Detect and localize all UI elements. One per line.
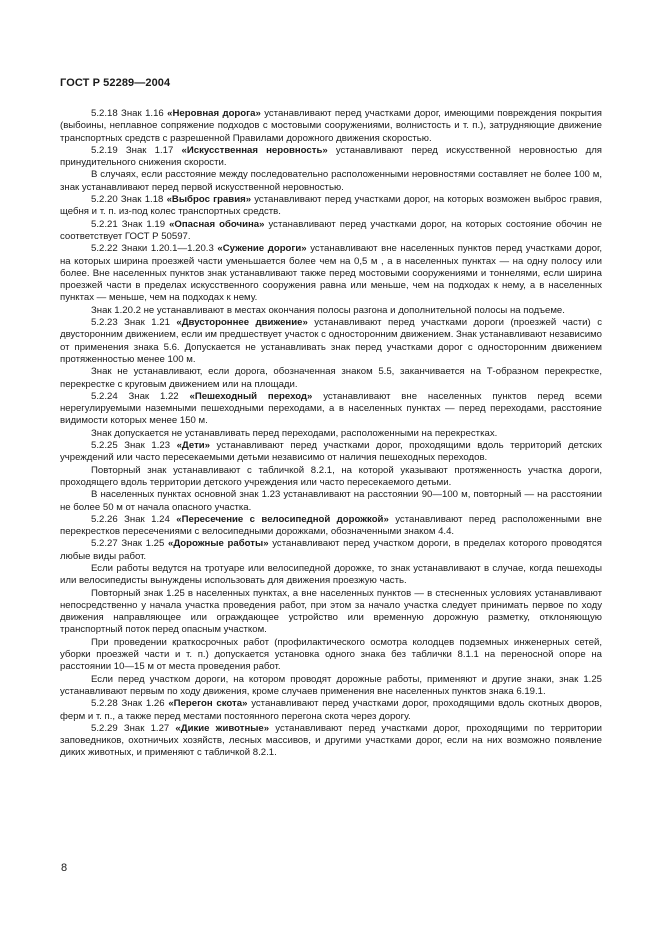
paragraph-text: устанавливают вне населенных пунктов перед всеми нерегулируемыми наземными пешеходными переходами, а в населенных пунктах — перед переходами, расстояние видимости которых менее 150 м. — [60, 390, 603, 427]
paragraph — [60, 440, 602, 465]
paragraph — [60, 366, 602, 391]
paragraph-text: 5.2.23 Знак 1.21 — [91, 317, 177, 329]
sign-name: «Опасная обочина» — [169, 218, 265, 230]
paragraph-text: устанавливают перед расположенными вне перекрестков пересечениями с велосипедными дорожками, обозначенными знаком 4.4. — [60, 513, 603, 538]
paragraph — [60, 194, 602, 219]
paragraph-text: устанавливают перед участками дороги (проезжей части) с двусторонним движением, если им предшествует участок с односторонним движением. Знак устанавливают независимо от применения знака 5.6. Допускается не устанавливать знак перед участками дорог с односторонним движением протяженностью менее 100 м. — [60, 317, 602, 365]
paragraph-text: 5.2.21 Знак 1.19 — [91, 218, 170, 230]
sign-name: «Неровная дорога» — [167, 108, 261, 119]
sign-name: «Сужение дороги» — [217, 243, 307, 255]
paragraph-text: 5.2.20 Знак 1.18 — [91, 194, 167, 206]
paragraph-text: При проведении краткосрочных работ (профилактического осмотра колодцев подземных инженерных сетей, уборки проезжей части и т. п.) допускается установка одного знака без таблички 8.1.1 на переносной опоре на расстоянии 10—15 м от места проведения работ. — [60, 636, 602, 673]
paragraph-text: устанавливают перед участками дорог, проходящими вдоль территорий детских учреждений или часто пересекаемыми детьми независимо от наличия пешеходных переходов. — [60, 440, 603, 464]
paragraph — [60, 514, 602, 539]
sign-name: «Дети» — [176, 440, 211, 452]
paragraph-text: 5.2.19 Знак 1.17 — [91, 144, 182, 156]
paragraph-text: Повторный знак 1.25 в населенных пунктах, а вне населенных пунктов — в стесненных условиях устанавливают непосредственно у начала участка проведения работ, при этом за начало участка следует принимать первое по ходу движения направляющее или ограждающее устройство или временную дорожную разметку, отклоняющую транспортный поток перед опасным участком. — [60, 587, 602, 636]
paragraph-text: 5.2.25 Знак 1.23 — [91, 440, 177, 452]
paragraph — [60, 489, 602, 514]
paragraph — [60, 698, 602, 723]
sign-name: «Пешеходный переход» — [189, 390, 313, 402]
paragraph — [60, 145, 602, 170]
paragraph-text: 5.2.29 Знак 1.27 — [91, 722, 176, 734]
paragraph-text: Если работы ведутся на тротуаре или велосипедной дорожке, то знак устанавливают в случае, когда пешеходы или велосипедисты вынуждены использовать для движения проезжую часть. — [60, 562, 602, 587]
paragraph-text: устанавливают перед участками дорог, проходящими по территории заповедников, охотничьих хозяйств, лесных массивов, и другими участками дорог, если на них возможно появление диких животных, и применяют с табличкой 8.2.1. — [60, 722, 603, 759]
paragraph-text: Если перед участком дороги, на котором проводят дорожные работы, применяют и другие знаки, знак 1.25 устанавливают первым по ходу движения, кроме случаев применения вне населенных пунктов знака 6.19.1. — [60, 673, 602, 697]
paragraph-text: 5.2.27 Знак 1.25 — [91, 538, 169, 550]
paragraph-text: 5.2.18 Знак 1.16 — [91, 108, 168, 119]
sign-name: «Выброс гравия» — [166, 194, 252, 206]
sign-name: «Дорожные работы» — [168, 538, 269, 550]
paragraph — [60, 674, 602, 699]
paragraph-text: 5.2.26 Знак 1.24 — [91, 513, 177, 525]
paragraph-text: Знак допускается не устанавливать перед переходами, расположенными на перекрестках. — [91, 427, 498, 439]
paragraph-text: В случаях, если расстояние между последовательно расположенными неровностями составляет не более 100 м, знак устанавливают перед первой искусственной неровностью. — [60, 169, 602, 193]
paragraph-text: 5.2.24 Знак 1.22 — [91, 390, 190, 402]
paragraph — [60, 169, 602, 194]
paragraph — [60, 723, 602, 760]
paragraph — [60, 391, 602, 428]
paragraph — [60, 317, 602, 366]
paragraph-text: В населенных пунктах основной знак 1.23 устанавливают на расстоянии 90—100 м, повторный — на расстоянии не более 50 м от начала опасного участка. — [60, 489, 602, 513]
sign-name: «Дикие животные» — [175, 722, 270, 734]
paragraph — [60, 588, 602, 637]
sign-name: «Искусственная неровность» — [181, 144, 328, 156]
paragraph-text: устанавливают перед участками дорог, имеющими повреждения покрытия (выбоины, неплавное сопряжение подходов с мостовыми сооружениями, волнистость и т. п.), затрудняющие движение транспортных средств с разрешенной Правилами дорожного движения скоростью. — [60, 108, 602, 144]
paragraph-text: 5.2.28 Знак 1.26 — [91, 698, 169, 710]
paragraph-text: устанавливают вне населенных пунктов перед участками дорог, на которых ширина проезжей части уменьшается более чем на 0,5 м , а в населенных пунктах — на одну полосу или более. Вне населенных пунктов знак устанавливают также перед мостовыми сооружениями и тоннелями, если ширина проезжей части в пределах искусственного сооружения равна или меньше, чем на подходах к нему, а в населенных пунктах — меньше, чем на подходах к нему. — [60, 243, 602, 304]
paragraph — [60, 563, 602, 588]
sign-name: «Перегон скота» — [168, 698, 248, 710]
paragraph — [60, 219, 602, 244]
paragraph-text: устанавливают перед участками дорог, на которых состояние обочин не соответствует ГОСТ Р 50597. — [60, 218, 603, 242]
paragraph-text: устанавливают перед участками дорог, проходящими вдоль скотных дворов, ферм и т. п., а также перед местами постоянного перегона скота через дорогу. — [60, 698, 602, 722]
paragraph — [60, 538, 602, 563]
paragraph-text: 5.2.22 Знаки 1.20.1—1.20.3 — [91, 243, 218, 255]
paragraph-text: Знак 1.20.2 не устанавливают в местах окончания полосы разгона и дополнительной полосы на подъеме. — [91, 304, 565, 316]
body-text — [60, 108, 602, 760]
page-number: 8 — [61, 862, 68, 874]
paragraph-text: устанавливают перед искусственной неровностью для принудительного снижения скорости. — [60, 144, 602, 169]
paragraph — [60, 428, 602, 440]
paragraph — [60, 108, 602, 145]
sign-name: «Пересечение с велосипедной дорожкой» — [176, 513, 389, 525]
standard-header: ГОСТ Р 52289—2004 — [60, 77, 171, 89]
sign-name: «Двустороннее движение» — [176, 317, 308, 329]
paragraph-text: Знак не устанавливают, если дорога, обозначенная знаком 5.5, заканчивается на Т-образном перекрестке, перекрестке с круговым движением или на площади. — [60, 366, 602, 390]
paragraph-text: устанавливают перед участком дороги, в пределах которого проводятся любые виды работ. — [60, 538, 602, 562]
paragraph — [60, 637, 602, 674]
paragraph-text: Повторный знак устанавливают с табличкой 8.2.1, на которой указывают протяженность участка дороги, проходящего вдоль территории детского учреждения или часто пересекаемого детьми. — [60, 464, 602, 488]
paragraph — [60, 243, 602, 304]
paragraph-text: устанавливают перед участками дорог, на которых возможен выброс гравия, щебня и т. п. из-под колес транспортных средств. — [60, 194, 602, 218]
paragraph — [60, 305, 602, 317]
paragraph — [60, 465, 602, 490]
